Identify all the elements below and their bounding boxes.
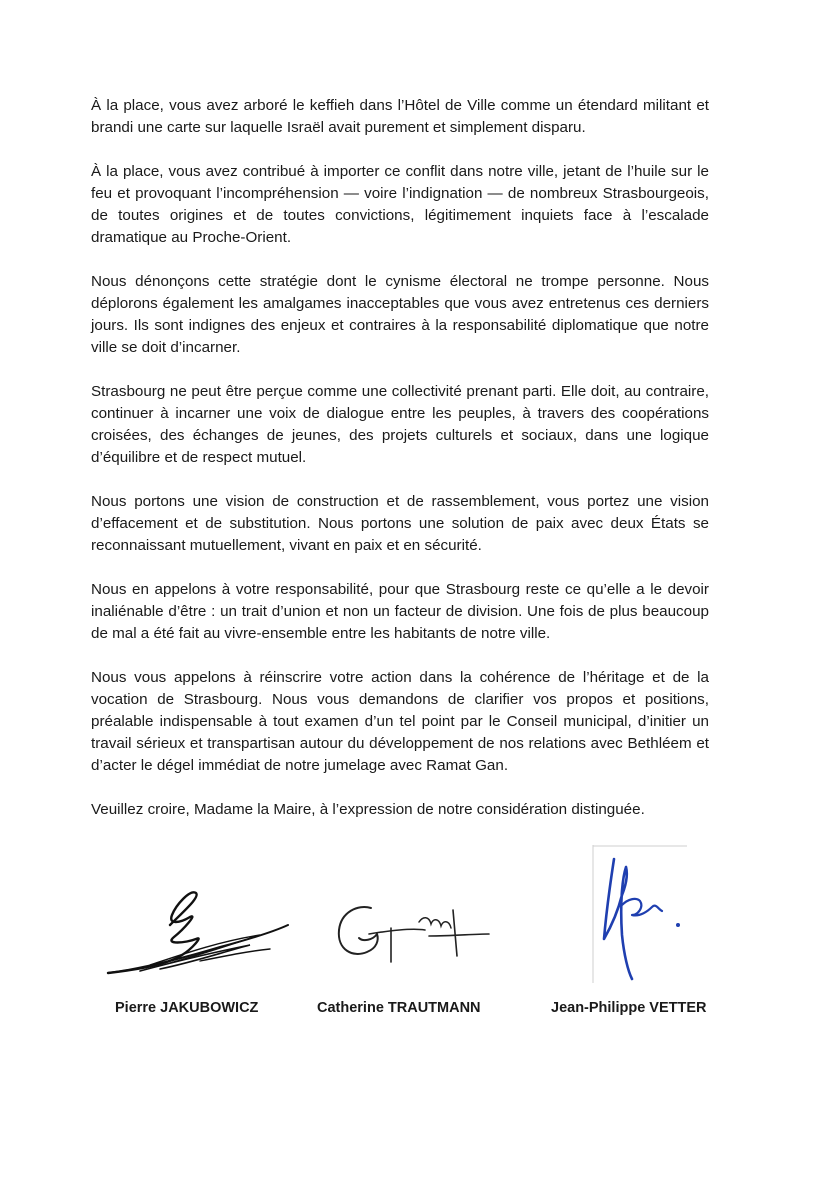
signature-vetter: [592, 845, 692, 985]
signature-vetter-drawing: [592, 845, 692, 985]
paragraph-3: Nous dénonçons cette stratégie dont le cynisme électoral ne trompe personne. Nous déplorons également les amalgames inacceptables que vous avez entretenus ces derniers jours. Ils sont indignes des enjeux et contraires à la responsabilité diplomatique que notre ville se doit d’incarner.: [91, 273, 709, 356]
signatory-name-1: Pierre JAKUBOWICZ: [115, 1000, 259, 1016]
signature-jakubowicz-drawing: [100, 885, 290, 985]
paragraph-4: Strasbourg ne peut être perçue comme une collectivité prenant parti. Elle doit, au contraire, continuer à incarner une voix de dialogue entre les peuples, à travers des coopérations croisées, des échanges de jeunes, des projets culturels et sociaux, dans une logique d’équilibre et de respect mutuel.: [91, 383, 709, 466]
signature-trautmann-drawing: [333, 900, 493, 970]
signature-trautmann: [333, 900, 493, 970]
signatory-name-2: Catherine TRAUTMANN: [317, 1000, 481, 1016]
paragraph-6: Nous en appelons à votre responsabilité, pour que Strasbourg reste ce qu’elle a le devoir inaliénable d’être : un trait d’union et non un facteur de division. Une fois de plus beaucoup de mal a été fait au vivre-ensemble entre les habitants de notre ville.: [91, 581, 709, 642]
paragraph-5: Nous portons une vision de construction et de rassemblement, vous portez une vision d’effacement et de substitution. Nous portons une solution de paix avec deux États se reconnaissant mutuellement, vivant en paix et en sécurité.: [91, 493, 709, 554]
signatory-name-3: Jean-Philippe VETTER: [551, 1000, 707, 1016]
letter-body: [91, 95, 709, 843]
signature-jakubowicz: [100, 885, 290, 985]
paragraph-7: Nous vous appelons à réinscrire votre action dans la cohérence de l’héritage et de la vocation de Strasbourg. Nous vous demandons de clarifier vos propos et positions, préalable indispensable à tout examen d’un tel point par le Conseil municipal, d’initier un travail sérieux et transpartisan autour du développement de nos relations avec Bethléem et d’acter le dégel immédiat de notre jumelage avec Ramat Gan.: [91, 669, 709, 774]
closing-formula: Veuillez croire, Madame la Maire, à l’expression de notre considération distinguée.: [91, 801, 645, 818]
paragraph-1: À la place, vous avez arboré le keffieh dans l’Hôtel de Ville comme un étendard militant et brandi une carte sur laquelle Israël avait purement et simplement disparu.: [91, 97, 709, 136]
paragraph-2: À la place, vous avez contribué à importer ce conflit dans notre ville, jetant de l’huile sur le feu et provoquant l’incompréhension — voire l’indignation — de nombreux Strasbourgeois, de toutes origines et de toutes convictions, légitimement inquiets face à l’escalade dramatique au Proche-Orient.: [91, 163, 709, 246]
